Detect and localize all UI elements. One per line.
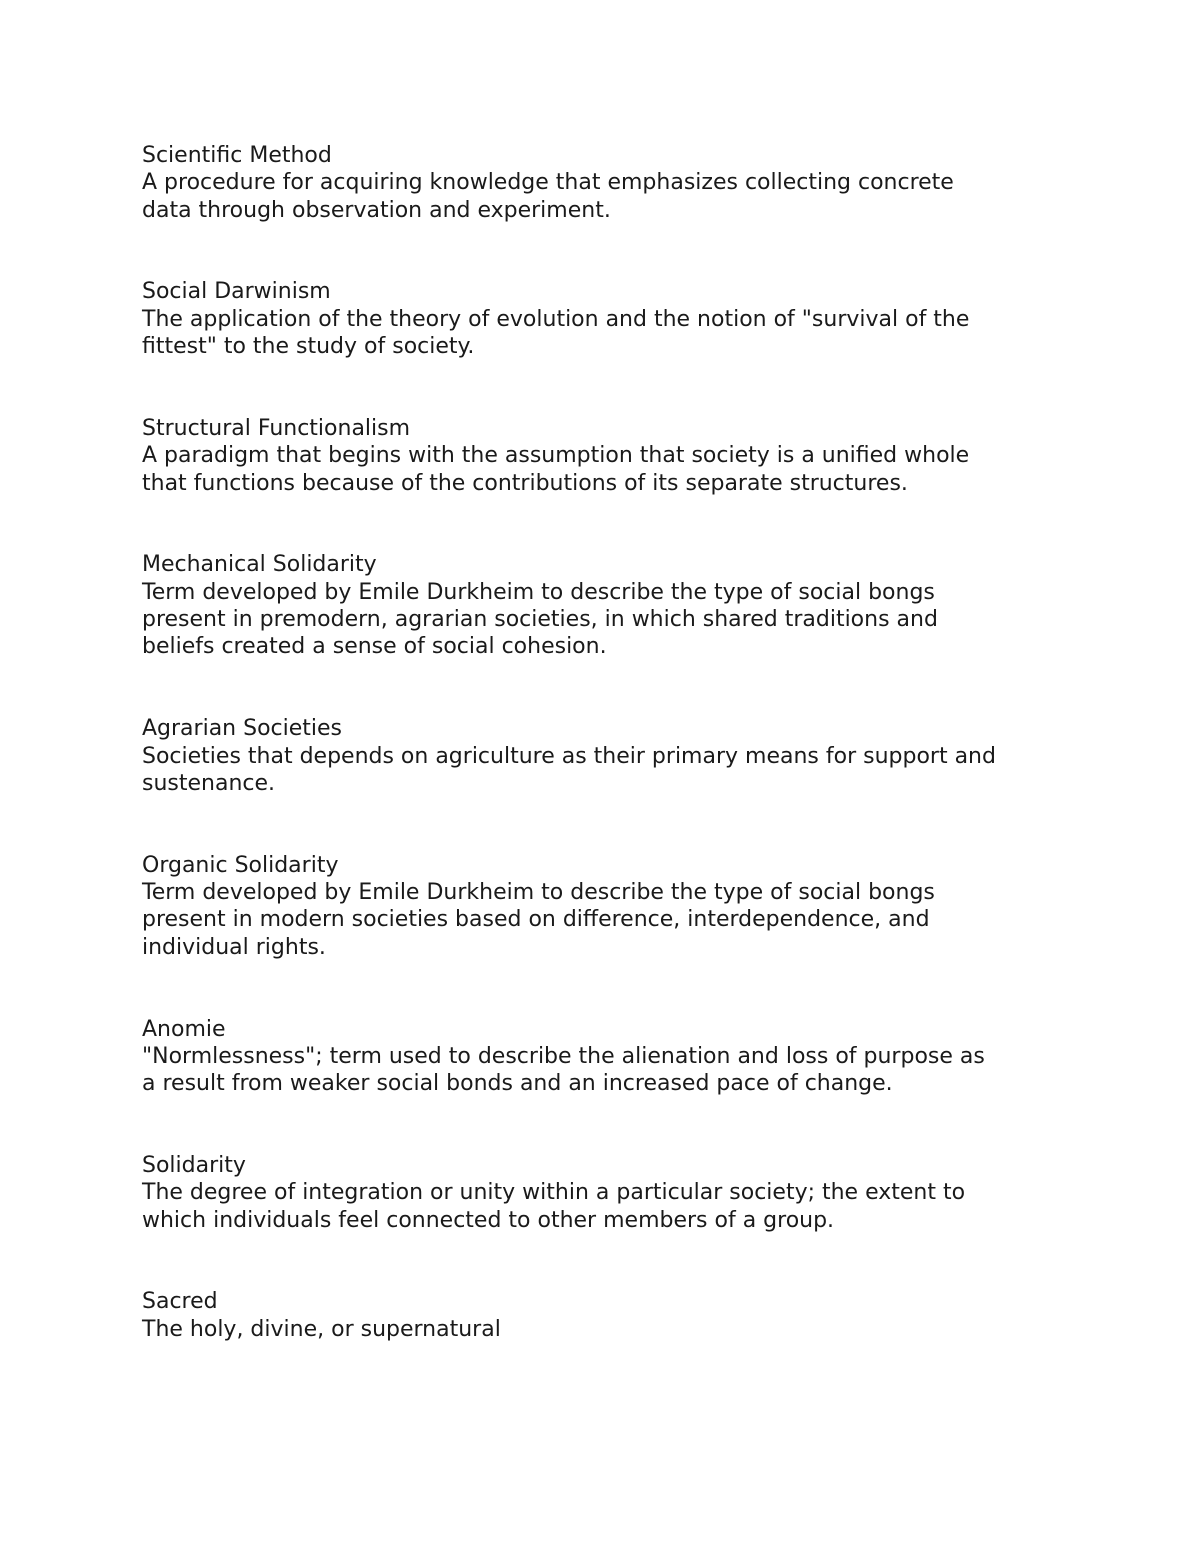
definition-line: data through observation and experiment. [142, 197, 611, 223]
definition-line: which individuals feel connected to other members of a group. [142, 1207, 835, 1233]
term-heading: Anomie [142, 1016, 226, 1042]
glossary-entry [142, 852, 1082, 961]
definition-line: A paradigm that begins with the assumption that society is a unified whole [142, 443, 970, 469]
definition-line: sustenance. [142, 770, 276, 796]
glossary-entry [142, 1288, 1082, 1343]
glossary-entry [142, 1016, 1082, 1098]
term-heading: Organic Solidarity [142, 852, 339, 878]
glossary-entry [142, 278, 1082, 360]
definition-line: individual rights. [142, 934, 326, 960]
definition-line: that functions because of the contributions of its separate structures. [142, 470, 908, 496]
definition-line: Societies that depends on agriculture as their primary means for support and [142, 743, 996, 769]
term-heading: Structural Functionalism [142, 415, 411, 441]
definition-line: present in premodern, agrarian societies, in which shared traditions and [142, 607, 938, 633]
term-heading: Scientific Method [142, 143, 332, 168]
definition-line: The holy, divine, or supernatural [142, 1316, 501, 1342]
definition-line: fittest" to the study of society. [142, 334, 475, 360]
definition-line: A procedure for acquiring knowledge that emphasizes collecting concrete [142, 170, 954, 196]
glossary-entry [142, 715, 1082, 797]
definition-line: beliefs created a sense of social cohesion. [142, 634, 607, 660]
glossary-entry [142, 551, 1082, 660]
glossary-entry [142, 142, 1082, 224]
definition-line: "Normlessness"; term used to describe the alienation and loss of purpose as [142, 1043, 985, 1069]
definition-line: The degree of integration or unity within a particular society; the extent to [142, 1180, 966, 1206]
term-heading: Social Darwinism [142, 279, 331, 305]
definition-line: a result from weaker social bonds and an increased pace of change. [142, 1071, 893, 1097]
glossary-entry [142, 1152, 1082, 1234]
definition-line: The application of the theory of evolution and the notion of "survival of the [142, 306, 970, 332]
term-heading: Sacred [142, 1289, 218, 1315]
definition-line: Term developed by Emile Durkheim to describe the type of social bongs [142, 579, 935, 605]
term-heading: Agrarian Societies [142, 716, 343, 742]
term-heading: Mechanical Solidarity [142, 552, 377, 578]
definition-line: Term developed by Emile Durkheim to describe the type of social bongs [142, 880, 935, 906]
term-heading: Solidarity [142, 1152, 246, 1178]
definition-line: present in modern societies based on difference, interdependence, and [142, 907, 930, 933]
glossary-content [142, 142, 1082, 1398]
glossary-entry [142, 415, 1082, 497]
